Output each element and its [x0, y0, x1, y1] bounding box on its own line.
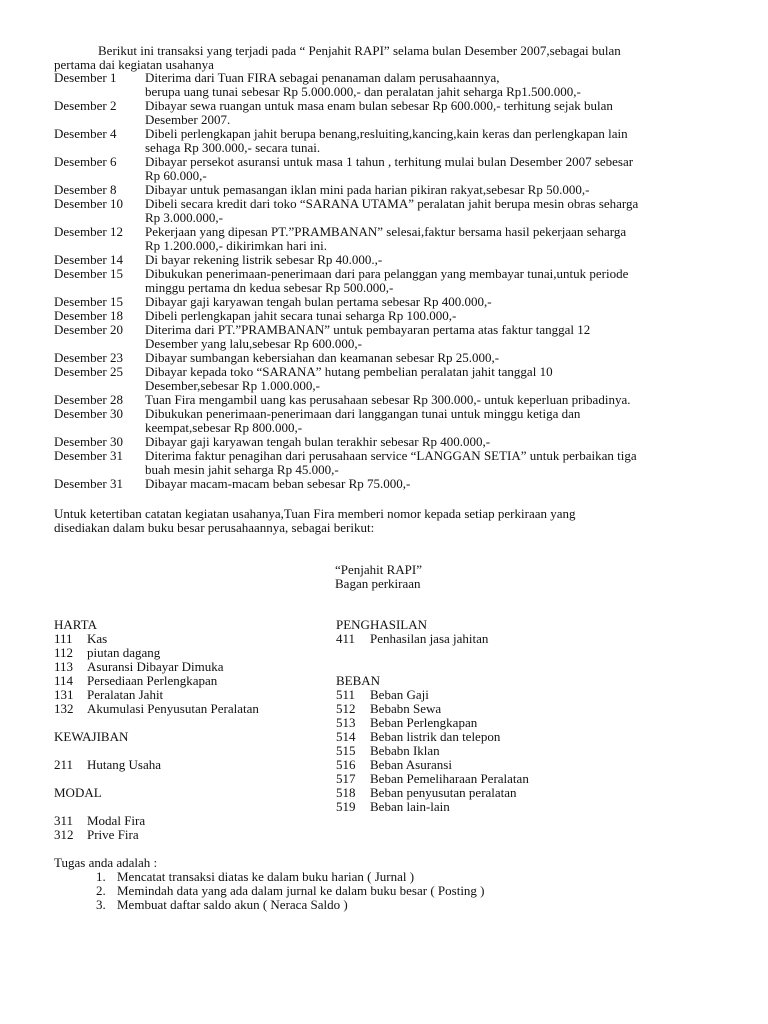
account-number: 411 [336, 631, 356, 646]
account-number: 517 [336, 771, 356, 786]
transaction-date: Desember 14 [54, 252, 123, 267]
transaction-description [145, 449, 720, 477]
account-name: Beban lain-lain [370, 799, 450, 814]
account-number: 513 [336, 715, 356, 730]
transaction-line: minggu pertama dn kedua sebesar Rp 500.000,- [145, 280, 394, 295]
account-name: Peralatan Jahit [87, 687, 164, 702]
intro-line: Berikut ini transaksi yang terjadi pada “ Penjahit RAPI” selama bulan Desember 2007,sebagai bulan [98, 43, 621, 58]
beban-account-row [336, 744, 636, 758]
harta-account-row [54, 646, 334, 660]
transaction-line: Dibayar macam-macam beban sebesar Rp 75.000,- [145, 476, 411, 491]
modal-account-row [54, 814, 334, 828]
transaction-row [54, 407, 720, 435]
penghasilan-account-row [336, 632, 636, 646]
beban-account-row [336, 786, 636, 800]
transaction-line: Rp 3.000.000,- [145, 210, 223, 225]
transaction-date: Desember 1 [54, 70, 117, 85]
transaction-date: Desember 6 [54, 154, 117, 169]
transaction-line: Dibayar kepada toko “SARANA” hutang pembelian peralatan jahit tanggal 10 [145, 364, 553, 379]
transaction-date: Desember 31 [54, 448, 123, 463]
transaction-row [54, 197, 720, 225]
account-number: 113 [54, 659, 74, 674]
task-item: 2. Memindah data yang ada dalam jurnal ke dalam buku besar ( Posting ) [109, 884, 654, 898]
account-name: Akumulasi Penyusutan Peralatan [87, 701, 259, 716]
transaction-line: Dibukukan penerimaan-penerimaan dari para pelanggan yang membayar tunai,untuk periode [145, 266, 629, 281]
transaction-line: Dibayar untuk pemasangan iklan mini pada harian pikiran rakyat,sebesar Rp 50.000,- [145, 182, 590, 197]
account-number: 511 [336, 687, 356, 702]
account-intro-paragraph [54, 507, 720, 535]
account-number: 131 [54, 687, 74, 702]
transaction-date: Desember 12 [54, 224, 123, 239]
chart-of-accounts-title [335, 563, 535, 591]
transaction-row [54, 253, 720, 267]
beban-account-row [336, 730, 636, 744]
harta-account-row [54, 702, 334, 716]
transaction-line: berupa uang tunai sebesar Rp 5.000.000,- dan peralatan jahit seharga Rp1.500.000,- [145, 84, 581, 99]
account-number: 312 [54, 827, 74, 842]
transaction-date: Desember 30 [54, 406, 123, 421]
transaction-line: Dibeli secara kredit dari toko “SARANA UTAMA” peralatan jahit berupa mesin obras seharga [145, 196, 639, 211]
transaction-line: Desember yang lalu,sebesar Rp 600.000,- [145, 336, 362, 351]
transaction-description [145, 407, 720, 435]
transaction-description [145, 225, 720, 253]
transaction-line: Di bayar rekening listrik sebesar Rp 40.000.,- [145, 252, 383, 267]
transaction-date: Desember 31 [54, 476, 123, 491]
transaction-description [145, 253, 720, 267]
transaction-description [145, 309, 720, 323]
account-name: Hutang Usaha [87, 757, 162, 772]
transaction-row [54, 71, 720, 99]
transaction-description [145, 365, 720, 393]
transaction-description [145, 477, 720, 491]
beban-account-row [336, 716, 636, 730]
penghasilan-list [336, 632, 636, 646]
account-name: Prive Fira [87, 827, 139, 842]
transaction-line: buah mesin jahit seharga Rp 45.000,- [145, 462, 339, 477]
spacer [336, 660, 636, 674]
beban-account-row [336, 800, 636, 814]
transaction-description [145, 155, 720, 183]
transaction-line: Desember 2007. [145, 112, 231, 127]
harta-heading: HARTA [54, 617, 97, 632]
task-heading: Tugas anda adalah : [54, 855, 158, 870]
transaction-line: Dibayar sumbangan kebersiahan dan keamanan sebesar Rp 25.000,- [145, 350, 500, 365]
beban-account-row [336, 688, 636, 702]
transaction-description [145, 323, 720, 351]
account-number: 514 [336, 729, 356, 744]
account-number: 515 [336, 743, 356, 758]
transaction-description [145, 99, 720, 127]
transaction-line: Dibeli perlengkapan jahit secara tunai seharga Rp 100.000,- [145, 308, 457, 323]
transaction-line: Pekerjaan yang dipesan PT.”PRAMBANAN” selesai,faktur bersama hasil pekerjaan seharga [145, 224, 627, 239]
account-name: Bebabn Sewa [370, 701, 442, 716]
transaction-list [54, 71, 720, 491]
account-name: Penhasilan jasa jahitan [370, 631, 489, 646]
transaction-line: keempat,sebesar Rp 800.000,- [145, 420, 303, 435]
transaction-row [54, 309, 720, 323]
paragraph-line: Untuk ketertiban catatan kegiatan usahanya,Tuan Fira memberi nomor kepada setiap perkiraan yang [54, 506, 576, 521]
spacer [54, 772, 334, 786]
beban-account-row [336, 758, 636, 772]
transaction-date: Desember 28 [54, 392, 123, 407]
transaction-row [54, 267, 720, 295]
harta-account-row [54, 660, 334, 674]
account-name: Persediaan Perlengkapan [87, 673, 218, 688]
transaction-line: Diterima dari Tuan FIRA sebagai penanaman dalam perusahaannya, [145, 70, 500, 85]
transaction-row [54, 393, 720, 407]
account-name: Beban Gaji [370, 687, 429, 702]
transaction-row [54, 323, 720, 351]
kewajiban-list [54, 758, 334, 772]
account-name: Kas [87, 631, 108, 646]
beban-heading: BEBAN [336, 673, 381, 688]
intro-paragraph [54, 44, 720, 72]
kewajiban-heading: KEWAJIBAN [54, 729, 129, 744]
transaction-date: Desember 10 [54, 196, 123, 211]
transaction-row [54, 435, 720, 449]
account-number: 519 [336, 799, 356, 814]
transaction-row [54, 477, 720, 491]
transaction-date: Desember 20 [54, 322, 123, 337]
account-name: Beban listrik dan telepon [370, 729, 501, 744]
transaction-description [145, 197, 720, 225]
right-account-column [336, 618, 636, 814]
left-account-column [54, 618, 334, 842]
transaction-line: Dibayar gaji karyawan tengah bulan pertama sebesar Rp 400.000,- [145, 294, 492, 309]
account-name: Bebabn Iklan [370, 743, 440, 758]
chart-subtitle: Bagan perkiraan [335, 576, 421, 591]
transaction-line: Desember,sebesar Rp 1.000.000,- [145, 378, 320, 393]
transaction-description [145, 71, 720, 99]
transaction-line: Rp 1.200.000,- dikirimkan hari ini. [145, 238, 327, 253]
transaction-date: Desember 25 [54, 364, 123, 379]
transaction-description [145, 393, 720, 407]
transaction-line: sehaga Rp 300.000,- secara tunai. [145, 140, 321, 155]
account-name: Beban Pemeliharaan Peralatan [370, 771, 529, 786]
account-name: Beban penyusutan peralatan [370, 785, 517, 800]
harta-account-row [54, 688, 334, 702]
transaction-row [54, 183, 720, 197]
penghasilan-heading: PENGHASILAN [336, 617, 427, 632]
transaction-line: Dibeli perlengkapan jahit berupa benang,resluiting,kancing,kain keras dan perlengkapan lain [145, 126, 628, 141]
harta-account-row [54, 674, 334, 688]
spacer [54, 716, 334, 730]
transaction-date: Desember 8 [54, 182, 117, 197]
account-number: 516 [336, 757, 356, 772]
transaction-row [54, 351, 720, 365]
beban-account-row [336, 772, 636, 786]
transaction-row [54, 225, 720, 253]
account-number: 114 [54, 673, 74, 688]
transaction-date: Desember 18 [54, 308, 123, 323]
account-name: piutan dagang [87, 645, 161, 660]
account-name: Modal Fira [87, 813, 146, 828]
beban-list [336, 688, 636, 814]
transaction-line: Tuan Fira mengambil uang kas perusahaan sebesar Rp 300.000,- untuk keperluan pribadinya. [145, 392, 631, 407]
beban-account-row [336, 702, 636, 716]
account-number: 211 [54, 757, 74, 772]
transaction-date: Desember 2 [54, 98, 117, 113]
transaction-description [145, 267, 720, 295]
transaction-line: Diterima faktur penagihan dari perusahaan service “LANGGAN SETIA” untuk perbaikan tiga [145, 448, 637, 463]
task-list [54, 870, 654, 912]
transaction-row [54, 365, 720, 393]
transaction-row [54, 449, 720, 477]
task-section [54, 856, 654, 912]
spacer [54, 800, 334, 814]
intro-line: pertama dai kegiatan usahanya [54, 57, 214, 72]
task-item: 1. Mencatat transaksi diatas ke dalam buku harian ( Jurnal ) [109, 870, 654, 884]
transaction-date: Desember 23 [54, 350, 123, 365]
transaction-description [145, 127, 720, 155]
harta-list [54, 632, 334, 716]
modal-account-row [54, 828, 334, 842]
account-number: 132 [54, 701, 74, 716]
paragraph-line: disediakan dalam buku besar perusahaannya, sebagai berikut: [54, 520, 375, 535]
company-name: “Penjahit RAPI” [335, 562, 423, 577]
account-number: 311 [54, 813, 74, 828]
transaction-date: Desember 4 [54, 126, 117, 141]
spacer [336, 646, 636, 660]
account-name: Beban Asuransi [370, 757, 452, 772]
transaction-date: Desember 30 [54, 434, 123, 449]
account-number: 111 [54, 631, 73, 646]
transaction-line: Rp 60.000,- [145, 168, 207, 183]
transaction-line: Dibayar persekot asuransi untuk masa 1 tahun , terhitung mulai bulan Desember 2007 sebesar [145, 154, 634, 169]
transaction-row [54, 295, 720, 309]
account-name: Asuransi Dibayar Dimuka [87, 659, 224, 674]
transaction-row [54, 99, 720, 127]
transaction-description [145, 435, 720, 449]
transaction-row [54, 155, 720, 183]
harta-account-row [54, 632, 334, 646]
account-number: 512 [336, 701, 356, 716]
transaction-description [145, 183, 720, 197]
transaction-date: Desember 15 [54, 294, 123, 309]
account-number: 518 [336, 785, 356, 800]
transaction-row [54, 127, 720, 155]
modal-list [54, 814, 334, 842]
transaction-line: Diterima dari PT.”PRAMBANAN” untuk pembayaran pertama atas faktur tanggal 12 [145, 322, 591, 337]
kewajiban-account-row [54, 758, 334, 772]
transaction-line: Dibukukan penerimaan-penerimaan dari langgangan tunai untuk minggu ketiga dan [145, 406, 581, 421]
transaction-line: Dibayar gaji karyawan tengah bulan terakhir sebesar Rp 400.000,- [145, 434, 491, 449]
task-item: 3. Membuat daftar saldo akun ( Neraca Saldo ) [109, 898, 654, 912]
transaction-description [145, 295, 720, 309]
transaction-line: Dibayar sewa ruangan untuk masa enam bulan sebesar Rp 600.000,- terhitung sejak bulan [145, 98, 613, 113]
account-number: 112 [54, 645, 74, 660]
transaction-date: Desember 15 [54, 266, 123, 281]
transaction-description [145, 351, 720, 365]
modal-heading: MODAL [54, 785, 102, 800]
spacer [54, 744, 334, 758]
account-name: Beban Perlengkapan [370, 715, 478, 730]
